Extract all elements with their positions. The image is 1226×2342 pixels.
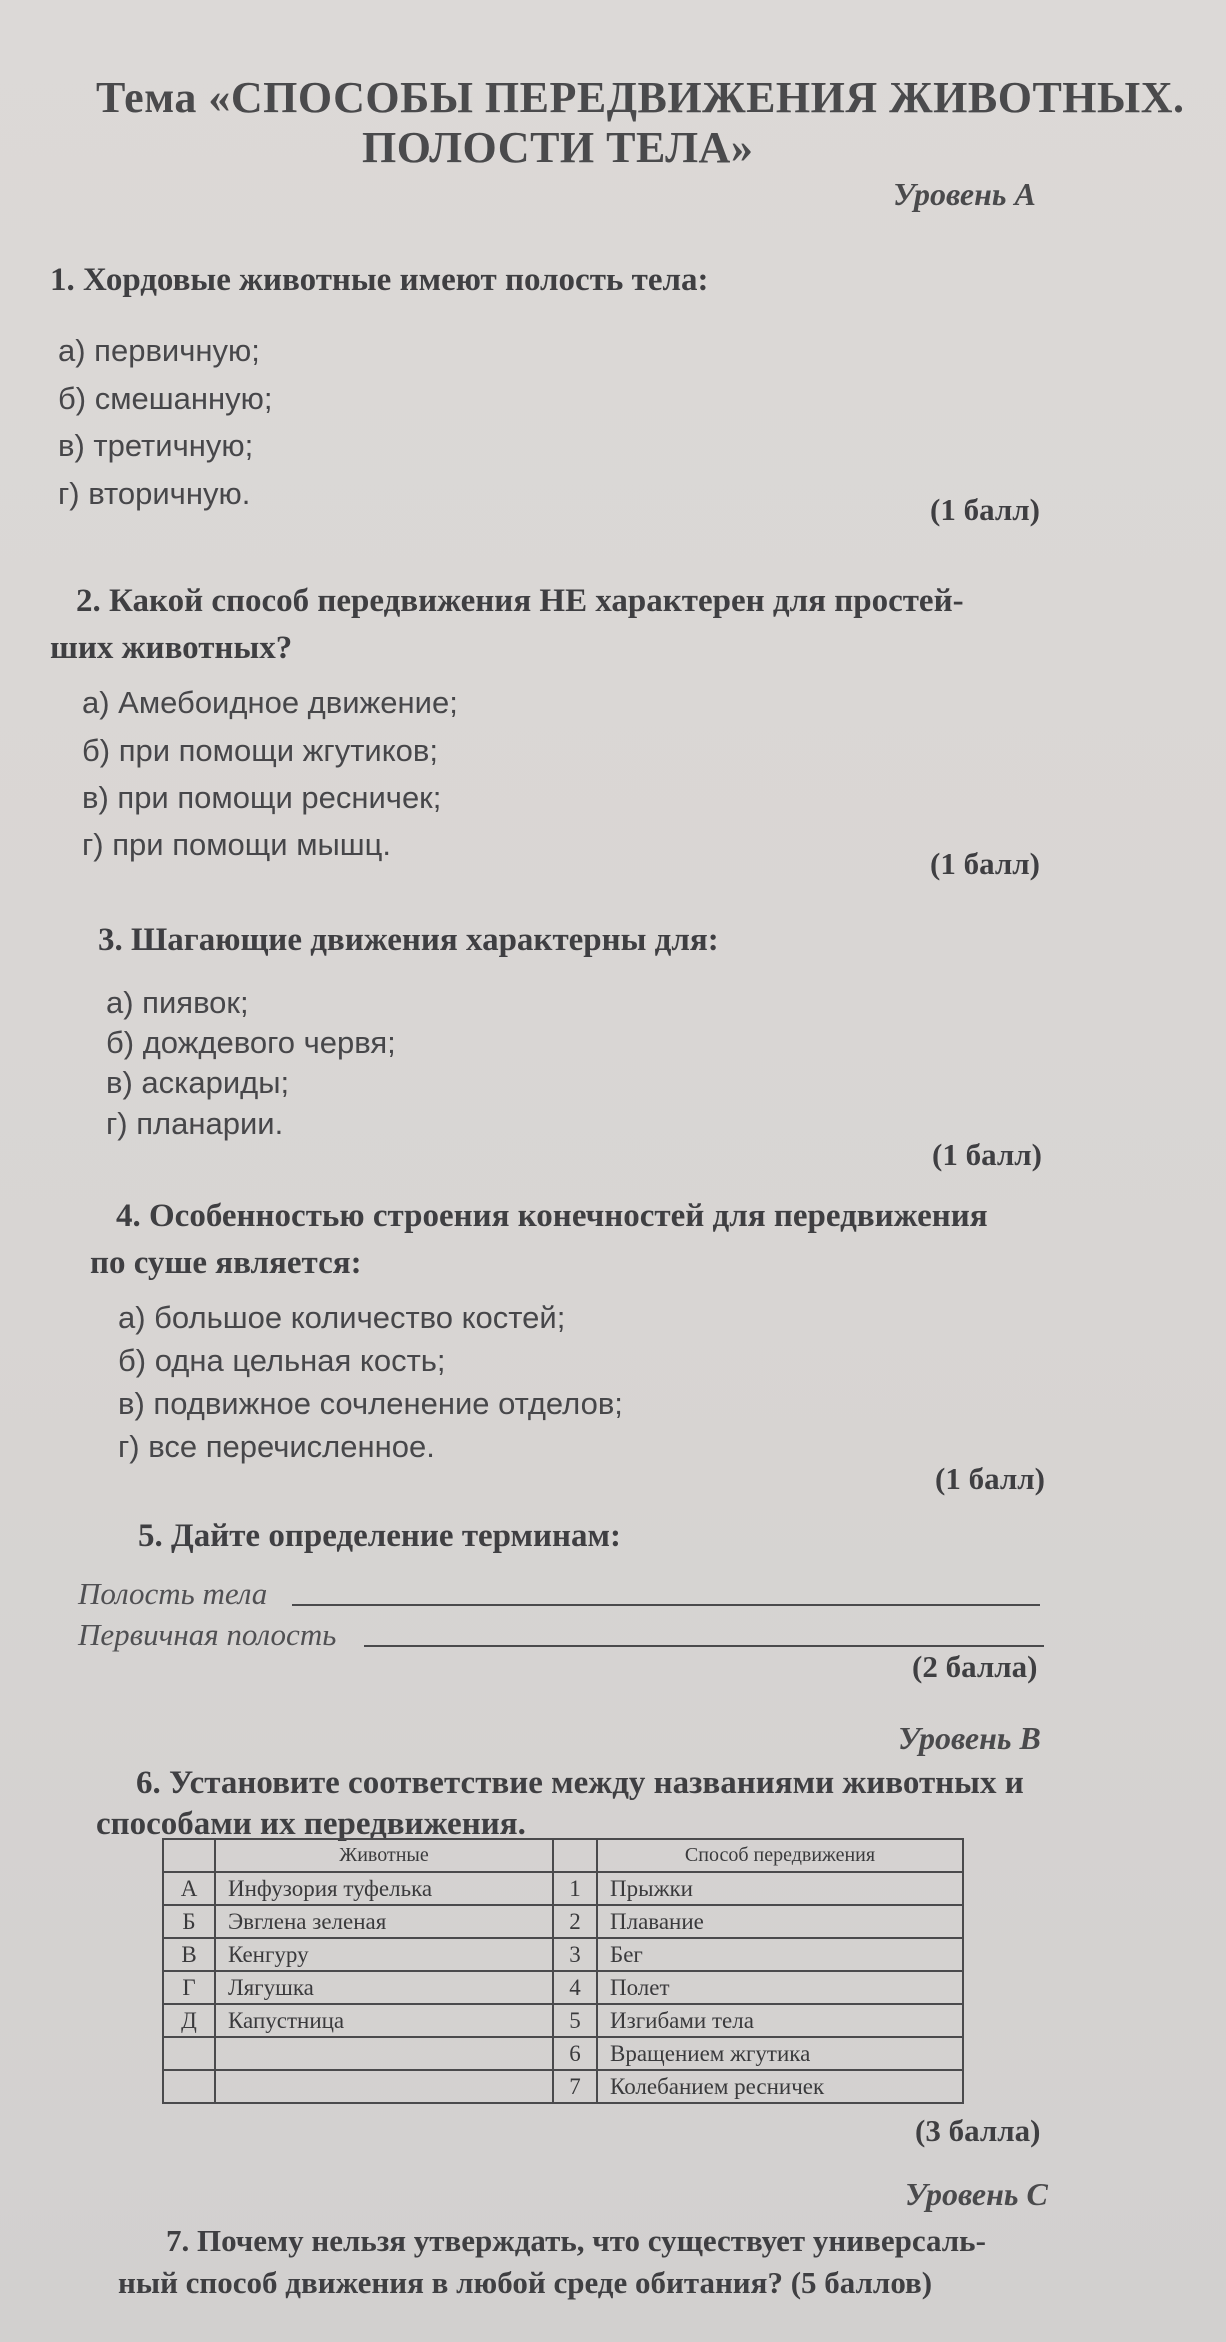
row-movement: Вращением жгутика — [597, 2037, 963, 2070]
question-7-text-line-1: 7. Почему нельзя утверждать, что существует универсаль- — [166, 2223, 986, 2258]
table-row — [163, 2037, 963, 2070]
q4-points: (1 балл) — [935, 1461, 1045, 1496]
q1-option-c: в) третичную; — [58, 428, 254, 463]
q1-option-a: а) первичную; — [58, 333, 260, 368]
question-1-text: 1. Хордовые животные имеют полость тела: — [50, 262, 709, 298]
row-movement: Прыжки — [597, 1872, 963, 1905]
table-row — [163, 2070, 963, 2103]
question-6-text-line-1: 6. Установите соответствие между названиями животных и — [136, 1765, 1024, 1801]
q4-option-c: в) подвижное сочленение отделов; — [118, 1386, 623, 1421]
table-header-row — [163, 1839, 963, 1872]
q3-option-a: а) пиявок; — [106, 985, 249, 1020]
q2-option-d: г) при помощи мышц. — [82, 827, 392, 862]
table-row — [163, 1905, 963, 1938]
row-number: 1 — [553, 1872, 597, 1905]
row-letter — [163, 2037, 215, 2070]
row-movement: Полет — [597, 1971, 963, 2004]
term-body-cavity: Полость тела — [78, 1576, 268, 1611]
row-movement: Изгибами тела — [597, 2004, 963, 2037]
q2-option-c: в) при помощи ресничек; — [82, 780, 442, 815]
q2-points: (1 балл) — [930, 846, 1040, 881]
q3-points: (1 балл) — [932, 1137, 1042, 1172]
term-primary-cavity: Первичная полость — [78, 1617, 337, 1652]
header-letter — [163, 1839, 215, 1872]
row-movement: Плавание — [597, 1905, 963, 1938]
question-2-text-line-2: ших животных? — [50, 630, 293, 666]
question-2-text-line-1: 2. Какой способ передвижения НЕ характерен для простей- — [76, 583, 964, 619]
q1-option-d: г) вторичную. — [58, 476, 251, 511]
q2-option-b: б) при помощи жгутиков; — [82, 733, 438, 768]
row-number: 3 — [553, 1938, 597, 1971]
q4-option-a: а) большое количество костей; — [118, 1300, 566, 1335]
title-line-1: Тема «СПОСОБЫ ПЕРЕДВИЖЕНИЯ ЖИВОТНЫХ. — [96, 73, 1185, 122]
level-a-heading: Уровень А — [893, 176, 1036, 212]
row-movement: Колебанием ресничек — [597, 2070, 963, 2103]
row-letter — [163, 2070, 215, 2103]
q3-option-d: г) планарии. — [106, 1106, 284, 1141]
row-number: 5 — [553, 2004, 597, 2037]
header-animals: Животные — [215, 1839, 553, 1872]
question-5-text: 5. Дайте определение терминам: — [138, 1518, 622, 1554]
question-6-text-line-2: способами их передвижения. — [96, 1806, 526, 1842]
row-letter: А — [163, 1872, 215, 1905]
row-animal: Инфузория туфелька — [215, 1872, 553, 1905]
q5-points: (2 балла) — [912, 1649, 1038, 1684]
row-number: 2 — [553, 1905, 597, 1938]
table-row — [163, 1971, 963, 2004]
row-number: 7 — [553, 2070, 597, 2103]
row-letter: В — [163, 1938, 215, 1971]
row-number: 6 — [553, 2037, 597, 2070]
row-animal: Кенгуру — [215, 1938, 553, 1971]
answer-line-1[interactable] — [292, 1604, 1040, 1606]
q1-option-b: б) смешанную; — [58, 381, 273, 416]
q6-points: (3 балла) — [915, 2113, 1041, 2148]
row-animal: Лягушка — [215, 1971, 553, 2004]
row-letter: Д — [163, 2004, 215, 2037]
row-letter: Б — [163, 1905, 215, 1938]
answer-line-2[interactable] — [364, 1645, 1044, 1647]
question-4-text-line-1: 4. Особенностью строения конечностей для передвижения — [116, 1198, 988, 1234]
table-row — [163, 1872, 963, 1905]
title-line-2: ПОЛОСТИ ТЕЛА» — [362, 123, 754, 172]
table-row — [163, 1938, 963, 1971]
q2-option-a: а) Амебоидное движение; — [82, 685, 458, 720]
question-7-text-line-2: ный способ движения в любой среде обитания? (5 баллов) — [118, 2265, 933, 2300]
q1-points: (1 балл) — [930, 492, 1040, 527]
row-animal — [215, 2070, 553, 2103]
row-animal: Капустница — [215, 2004, 553, 2037]
row-movement: Бег — [597, 1938, 963, 1971]
row-number: 4 — [553, 1971, 597, 2004]
q4-option-b: б) одна цельная кость; — [118, 1343, 446, 1378]
question-3-text: 3. Шагающие движения характерны для: — [98, 922, 719, 958]
header-movement: Способ передвижения — [597, 1839, 963, 1872]
table-row — [163, 2004, 963, 2037]
header-number — [553, 1839, 597, 1872]
q4-option-d: г) все перечисленное. — [118, 1429, 435, 1464]
question-4-text-line-2: по суше является: — [90, 1245, 362, 1281]
q3-option-b: б) дождевого червя; — [106, 1025, 396, 1060]
row-animal — [215, 2037, 553, 2070]
level-b-heading: Уровень В — [898, 1720, 1041, 1756]
q3-option-c: в) аскариды; — [106, 1065, 290, 1100]
row-letter: Г — [163, 1971, 215, 2004]
level-c-heading: Уровень С — [905, 2176, 1048, 2212]
row-animal: Эвглена зеленая — [215, 1905, 553, 1938]
matching-table — [162, 1838, 964, 2104]
